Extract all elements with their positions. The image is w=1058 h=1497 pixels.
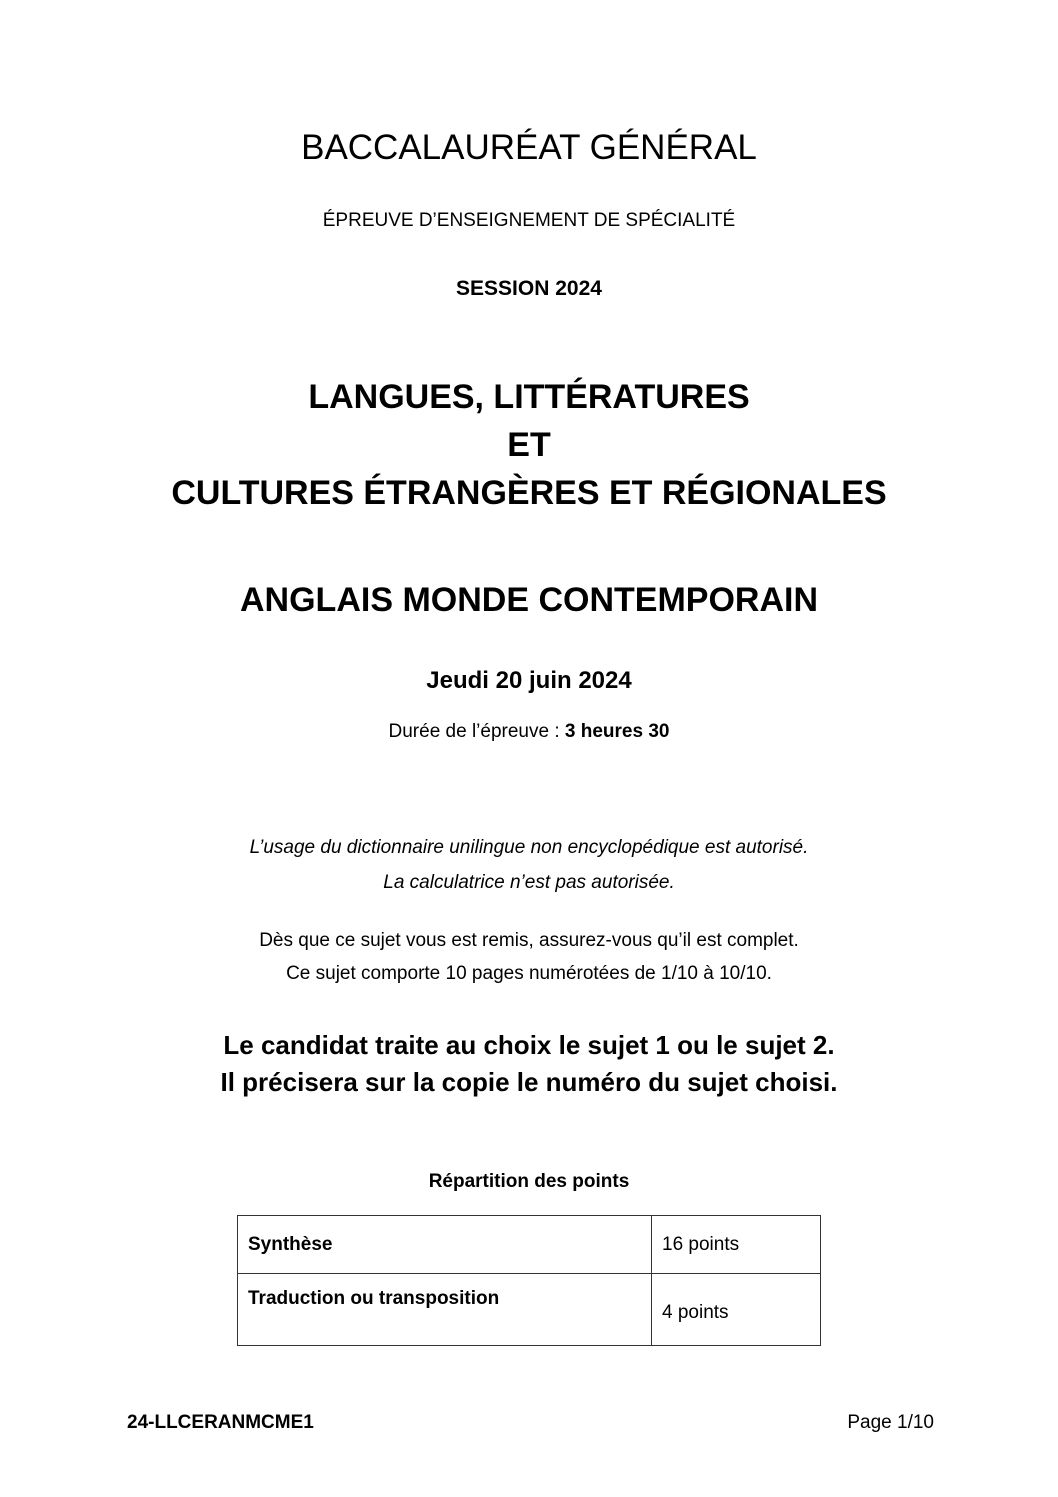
subject-code: 24-LLCERANMCME1 [127,1412,314,1433]
exam-title: BACCALAURÉAT GÉNÉRAL [301,128,757,167]
points-table [237,1215,821,1346]
dictionary-rule: L’usage du dictionnaire unilingue non encyclopédique est autorisé. [249,837,809,858]
duration-label: Durée de l’épreuve : [388,721,565,742]
duration-value: 3 heures 30 [564,721,670,742]
specialty-title: ANGLAIS MONDE CONTEMPORAIN [240,581,818,619]
exam-date: Jeudi 20 juin 2024 [426,667,632,694]
table-row [238,1216,821,1274]
exam-duration [0,720,1058,744]
instruction-line-2: Il précisera sur la copie le numéro du sujet choisi. [220,1067,838,1097]
points-label: Synthèse [238,1216,652,1274]
exam-type: ÉPREUVE D’ENSEIGNEMENT DE SPÉCIALITÉ [322,210,736,231]
table-row [238,1274,821,1346]
points-table-title: Répartition des points [428,1171,630,1192]
page-count-notice: Ce sujet comporte 10 pages numérotées de 1/10 à 10/10. [286,963,772,984]
calculator-rule: La calculatrice n’est pas autorisée. [383,872,675,893]
completeness-notice: Dès que ce sujet vous est remis, assurez-vous qu’il est complet. [259,930,799,951]
points-value: 16 points [652,1216,821,1274]
instruction-line-1: Le candidat traite au choix le sujet 1 ou le sujet 2. [223,1030,835,1060]
subject-line-2: ET [507,426,551,464]
session-label: SESSION 2024 [456,277,602,300]
subject-line-3: CULTURES ÉTRANGÈRES ET RÉGIONALES [171,474,887,512]
points-value: 4 points [652,1274,821,1346]
points-label: Traduction ou transposition [238,1274,652,1346]
page-number: Page 1/10 [847,1412,934,1433]
subject-line-1: LANGUES, LITTÉRATURES [308,378,750,416]
